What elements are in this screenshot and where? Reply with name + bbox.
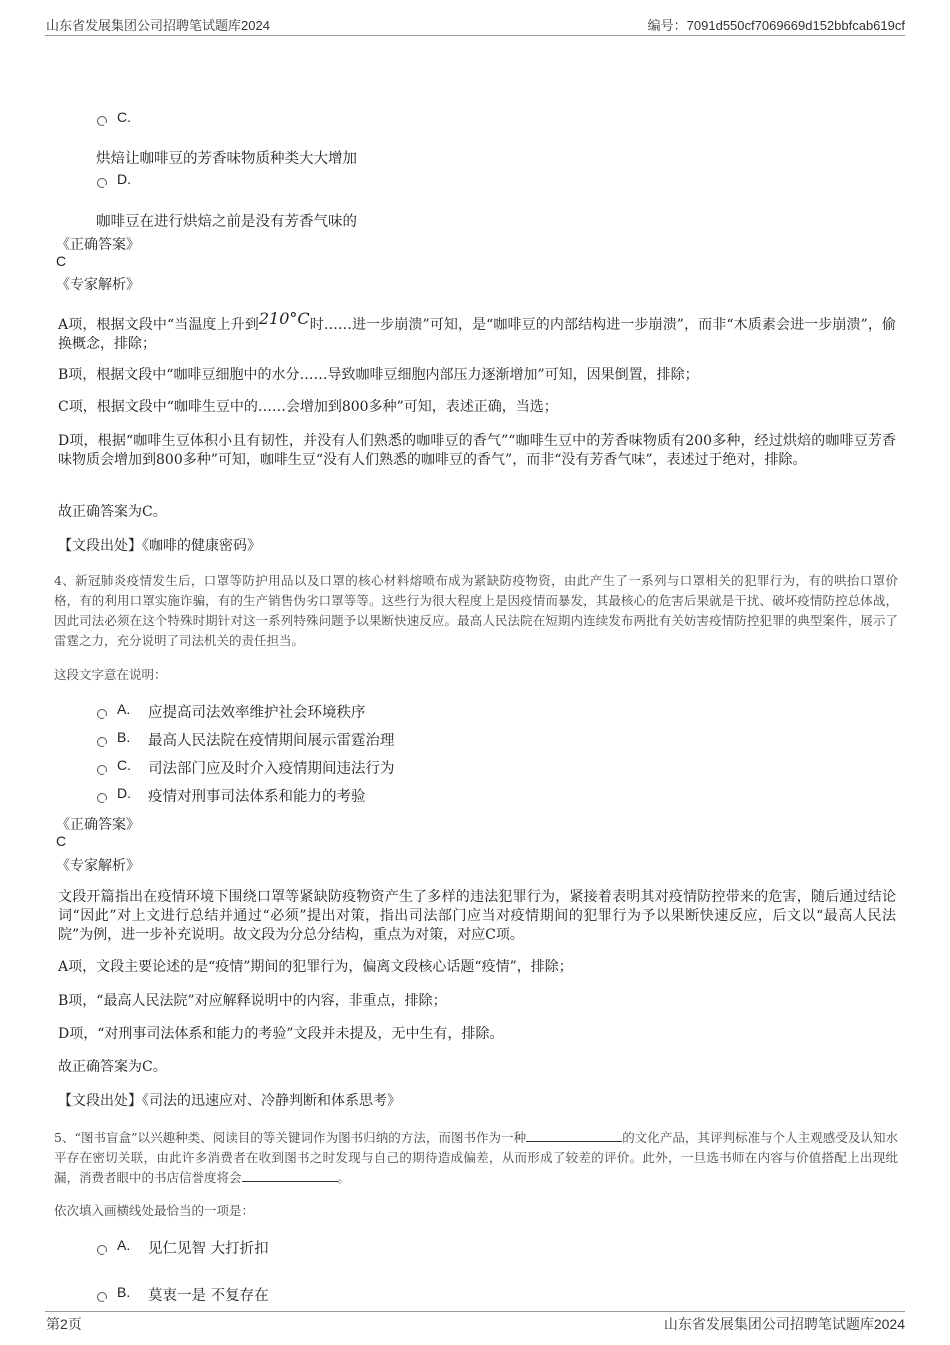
document-code bbox=[648, 15, 905, 34]
analysis-intro: 文段开篇指出在疫情环境下围绕口罩等紧缺防疫物资产生了多样的违法犯罪行为，紧接着表明其对疫情防控带来的危害，随后通过结论词“因此”对上文进行总结并通过“必须”提出对策，指出司法部门应当对疫情期间的犯罪行为予以果断快速反应，后文以“最高人民法院”为例，进一步补充说明。故文段为分总分结构，重点为对策，对应C项。 bbox=[58, 889, 896, 943]
footer-title: 山东省发展集团公司招聘笔试题库2024 bbox=[663, 1316, 905, 1332]
analysis-conclusion: 故正确答案为C。 bbox=[58, 504, 167, 520]
analysis-heading: 《专家解析》 bbox=[56, 858, 140, 874]
option-text: 见仁见智 大打折扣 bbox=[148, 1241, 269, 1257]
document-code-label: 编号： bbox=[647, 18, 687, 33]
analysis-b: B项，“最高人民法院”对应解释说明中的内容，非重点，排除； bbox=[58, 993, 447, 1009]
analysis-d: D项，根据“咖啡生豆体积小且有韧性，并没有人们熟悉的咖啡豆的香气”“咖啡生豆中的芳香味物质有200多种，经过烘焙的咖啡豆芳香味物质会增加到800多种”可知，咖啡生豆“没有人们熟悉的咖啡豆的香气”，而非“没有芳香气味”，表述过于绝对，排除。 bbox=[58, 433, 896, 468]
document-code-value: 7091d550cf7069669d152bbfcab619cf bbox=[686, 18, 905, 33]
answer-heading: 《正确答案》 bbox=[56, 817, 140, 833]
header-title: 山东省发展集团公司招聘笔试题库2024 bbox=[46, 18, 270, 33]
analysis-a-post: 时……进一步崩溃”可知，是“咖啡豆的内部结构进一步崩溃”，而非“木质素会进一步崩溃”，偷换概念，排除； bbox=[58, 317, 896, 352]
answer-value: C bbox=[56, 833, 67, 849]
source-citation: 【文段出处】《司法的迅速应对、冷静判断和体系思考》 bbox=[58, 1093, 401, 1109]
analysis-c: C项，根据文段中“咖啡生豆中的……会增加到800多种”可知，表述正确，当选； bbox=[58, 399, 558, 415]
question-4-prompt: 这段文字意在说明： bbox=[54, 667, 167, 682]
radio-option-b[interactable] bbox=[97, 737, 107, 747]
footer-divider bbox=[45, 1311, 905, 1312]
source-citation: 【文段出处】《咖啡的健康密码》 bbox=[58, 538, 261, 554]
question-5-stem bbox=[54, 1128, 898, 1188]
option-label: C. bbox=[117, 109, 131, 125]
option-label: D. bbox=[117, 171, 131, 187]
option-label: C. bbox=[117, 757, 131, 773]
option-text: 莫衷一是 不复存在 bbox=[148, 1288, 269, 1304]
radio-option-b[interactable] bbox=[97, 1292, 107, 1302]
temperature-formula: 210°C bbox=[258, 309, 310, 328]
option-text: 司法部门应及时介入疫情期间违法行为 bbox=[148, 761, 395, 777]
radio-option-d[interactable] bbox=[97, 178, 107, 188]
question-5-stem-part-3: 。 bbox=[337, 1170, 351, 1185]
page-number: 第2页 bbox=[46, 1316, 82, 1332]
analysis-a-pre: A项，根据文段中“当温度上升到 bbox=[58, 317, 259, 333]
radio-option-a[interactable] bbox=[97, 709, 107, 719]
option-label: D. bbox=[117, 785, 131, 801]
radio-option-d[interactable] bbox=[97, 793, 107, 803]
question-5-stem-part-1: 5、“图书盲盒”以兴趣种类、阅读目的等关键词作为图书归纳的方法，而图书作为一种 bbox=[54, 1130, 527, 1145]
question-5-prompt: 依次填入画横线处最恰当的一项是： bbox=[54, 1203, 255, 1218]
analysis-a bbox=[58, 309, 896, 354]
header-divider bbox=[45, 35, 905, 36]
analysis-conclusion: 故正确答案为C。 bbox=[58, 1059, 167, 1075]
radio-option-c[interactable] bbox=[97, 765, 107, 775]
answer-heading: 《正确答案》 bbox=[56, 237, 140, 253]
option-label: B. bbox=[117, 729, 131, 745]
analysis-a: A项，文段主要论述的是“疫情”期间的犯罪行为，偏离文段核心话题“疫情”，排除； bbox=[58, 959, 573, 975]
option-text: 疫情对刑事司法体系和能力的考验 bbox=[148, 789, 366, 805]
radio-option-c[interactable] bbox=[97, 116, 107, 126]
question-5-stem-part-2: 的文化产品，其评判标准与个人主观感受及认知水平存在密切关联，由此许多消费者在收到图书之时发现与自己的期待造成偏差，从而形成了较差的评价。此外，一旦选书师在内容与价值搭配上出现纰漏，消费者眼中的书店信誉度将会 bbox=[54, 1130, 898, 1185]
blank-2[interactable] bbox=[242, 1171, 338, 1182]
radio-option-a[interactable] bbox=[97, 1245, 107, 1255]
option-text: 最高人民法院在疫情期间展示雷霆治理 bbox=[148, 733, 395, 749]
question-4-stem: 4、新冠肺炎疫情发生后，口罩等防护用品以及口罩的核心材料熔喷布成为紧缺防疫物资，由此产生了一系列与口罩相关的犯罪行为，有的哄抬口罩价格，有的利用口罩实施诈骗，有的生产销售伪劣口罩等等。这些行为很大程度上是因疫情而暴发，其最核心的危害后果就是干扰、破坏疫情防控总体战，因此司法必须在这个特殊时期针对这一系列特殊问题予以果断快速反应。最高人民法院在短期内连续发布两批有关妨害疫情防控犯罪的典型案件，展示了雷霆之力，充分说明了司法机关的责任担当。 bbox=[54, 573, 898, 648]
analysis-d: D项，“对刑事司法体系和能力的考验”文段并未提及，无中生有，排除。 bbox=[58, 1026, 504, 1042]
option-label: A. bbox=[117, 701, 131, 717]
answer-value: C bbox=[56, 253, 67, 269]
option-text: 咖啡豆在进行烘焙之前是没有芳香气味的 bbox=[96, 214, 357, 230]
analysis-heading: 《专家解析》 bbox=[56, 277, 140, 293]
option-text: 烘焙让咖啡豆的芳香味物质种类大大增加 bbox=[96, 151, 357, 167]
option-label: B. bbox=[117, 1284, 131, 1300]
blank-1[interactable] bbox=[526, 1131, 622, 1142]
option-text: 应提高司法效率维护社会环境秩序 bbox=[148, 705, 366, 721]
option-label: A. bbox=[117, 1237, 131, 1253]
analysis-b: B项，根据文段中“咖啡豆细胞中的水分……导致咖啡豆细胞内部压力逐渐增加”可知，因果倒置，排除； bbox=[58, 367, 699, 383]
